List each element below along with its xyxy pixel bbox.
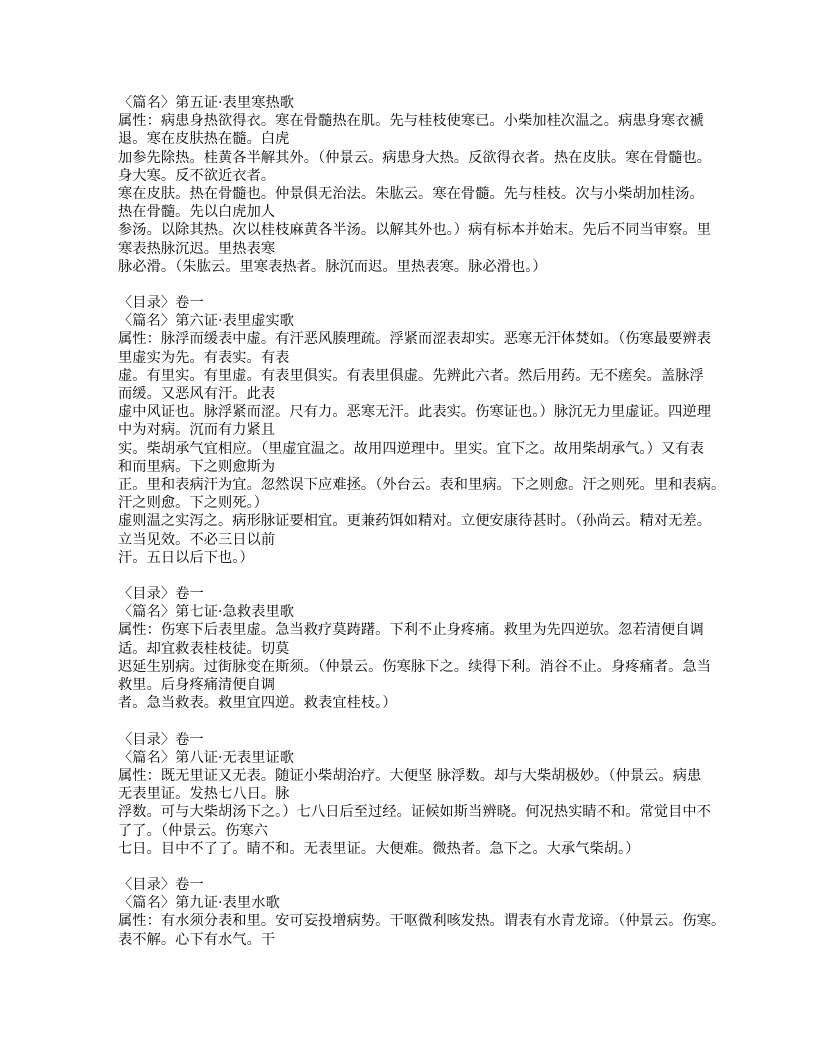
chapter-title: 〈篇名〉第八证·无表里证歌 xyxy=(118,749,295,766)
section-8 xyxy=(118,731,711,858)
text-line: 了了。（仲景云。伤寒六 xyxy=(118,822,269,839)
text-line: 和而里病。下之则愈斯为 xyxy=(118,458,276,475)
text-line: 虚。有里实。有里虚。有表里俱实。有表里俱虚。先辨此六者。然后用药。无不瘥矣。盖脉浮 xyxy=(118,367,704,384)
text-line: 脉必滑。（朱肱云。里寒表热者。脉沉而迟。里热表寒。脉必滑也。） xyxy=(118,258,547,275)
text-line: 属性：伤寒下后表里虚。急当救疗莫踌躇。下利不止身疼痛。救里为先四逆欤。忽若清便自调 xyxy=(118,622,704,639)
text-line: 加参先除热。桂黄各半解其外。（仲景云。病患身大热。反欲得衣者。热在皮肤。寒在骨髓也。 xyxy=(118,149,711,166)
paragraph-gap xyxy=(118,276,708,294)
text-line: 属性：病患身热欲得衣。寒在骨髓热在肌。先与桂枝使寒已。小柴加桂次温之。病患身寒衣褫 xyxy=(118,113,704,130)
text-line: 立当见效。不必三日以前 xyxy=(118,531,276,548)
text-line: 汗。五日以后下也。） xyxy=(118,549,254,566)
text-line: 中为对病。沉而有力紧且 xyxy=(118,422,276,439)
text-line: 表不解。心下有水气。干 xyxy=(118,931,276,948)
text-line: 身大寒。反不欲近衣者。 xyxy=(118,167,276,184)
toc-label: 〈目录〉卷一 xyxy=(118,877,204,894)
section-6 xyxy=(118,294,726,567)
text-line: 里虚实为先。有表实。有表 xyxy=(118,349,290,366)
text-line: 者。急当救表。救里宜四逆。救表宜桂枝。） xyxy=(118,695,397,712)
section-7 xyxy=(118,585,711,712)
text-line: 救里。后身疼痛清便自调 xyxy=(118,677,276,693)
text-line: 属性：有水须分表和里。安可妄投增病势。干呕微利咳发热。谓表有水青龙谛。（仲景云。伤寒。 xyxy=(118,913,726,930)
text-line: 属性：脉浮而缓表中虚。有汗恶风腠理疏。浮紧而涩表却实。恶寒无汗体焚如。（伤寒最要辨表 xyxy=(118,331,711,348)
text-line: 寒在皮肤。热在骨髓也。仲景俱无治法。朱肱云。寒在骨髓。先与桂枝。次与小柴胡加桂汤。 xyxy=(118,185,704,202)
text-line: 热在骨髓。先以白虎加人 xyxy=(118,204,276,221)
text-line: 汗之则愈。下之则死。） xyxy=(118,495,269,512)
chapter-title: 〈篇名〉第五证·表里寒热歌 xyxy=(118,95,295,111)
text-line: 虚中风证也。脉浮紧而涩。尺有力。恶寒无汗。此表实。伤寒证也。）脉沉无力里虚证。四逆理 xyxy=(118,404,711,421)
chapter-title: 〈篇名〉第六证·表里虚实歌 xyxy=(118,313,295,330)
section-5 xyxy=(118,94,711,276)
toc-label: 〈目录〉卷一 xyxy=(118,731,204,748)
text-line: 属性：既无里证又无表。随证小柴胡治疗。大便坚 脉浮数。却与大柴胡极妙。（仲景云。病患 xyxy=(118,767,702,784)
section-9 xyxy=(118,876,726,949)
toc-label: 〈目录〉卷一 xyxy=(118,586,204,603)
paragraph-gap xyxy=(118,567,708,585)
text-line: 退。寒在皮肤热在髓。白虎 xyxy=(118,131,290,148)
toc-label: 〈目录〉卷一 xyxy=(118,295,204,312)
text-line: 无表里证。发热七八日。脉 xyxy=(118,786,290,803)
chapter-title: 〈篇名〉第七证·急救表里歌 xyxy=(118,604,295,621)
chapter-title: 〈篇名〉第九证·表里水歌 xyxy=(118,895,280,912)
text-line: 七日。目中不了了。睛不和。无表里证。大便难。微热者。急下之。大承气柴胡。） xyxy=(118,840,640,857)
paragraph-gap xyxy=(118,858,708,876)
text-line: 虚则温之实泻之。病形脉证要相宜。更兼药饵如精对。立便安康待甚时。（孙尚云。精对无差。 xyxy=(118,513,711,530)
paragraph-gap xyxy=(118,712,708,730)
text-line: 适。却宜救表桂枝徒。切莫 xyxy=(118,640,290,657)
document-page xyxy=(118,94,726,949)
text-line: 实。柴胡承气宜相应。（里虚宜温之。故用四逆理中。里实。宜下之。故用柴胡承气。）又有表 xyxy=(118,440,704,457)
text-line: 浮数。可与大柴胡汤下之。）七八日后至过经。证候如斯当辨晓。何况热实睛不和。常觉目中不 xyxy=(118,804,711,821)
text-line: 迟延生别病。过街脉变在斯须。（仲景云。伤寒脉下之。续得下利。消谷不止。身疼痛者。急当 xyxy=(118,658,711,675)
text-line: 寒表热脉沉迟。里热表寒 xyxy=(118,240,276,257)
text-line: 正。里和表病汗为宜。忽然误下应难拯。（外台云。表和里病。下之则愈。汗之则死。里和表病。 xyxy=(118,476,726,493)
text-line: 而缓。又恶风有汗。此表 xyxy=(118,386,276,402)
text-line: 参汤。以除其热。次以桂枝麻黄各半汤。以解其外也。）病有标本并始末。先后不同当审察。里 xyxy=(118,222,711,239)
